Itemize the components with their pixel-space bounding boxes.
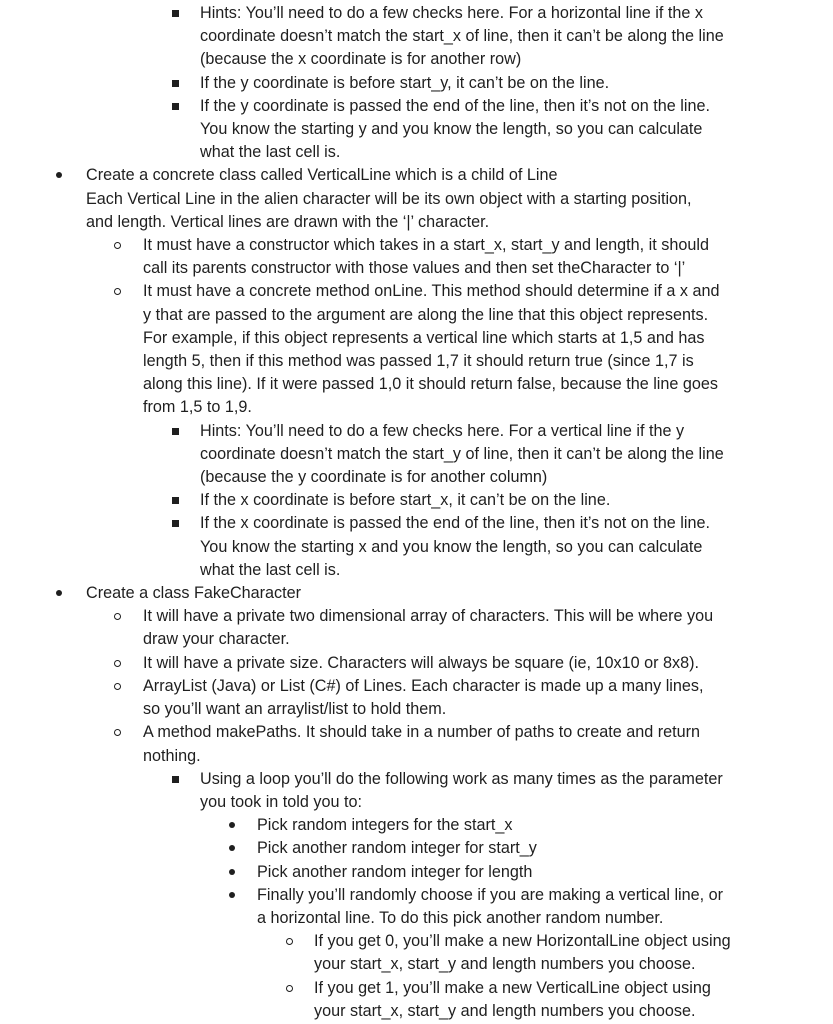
list-item-text-line: Each Vertical Line in the alien character will be its own object with a starting position, xyxy=(86,189,692,208)
list-item-text-line: (because the y coordinate is for another column) xyxy=(200,468,548,487)
bullet-icon xyxy=(114,605,122,628)
list-item xyxy=(0,884,833,930)
list-item-text-line: You know the starting y and you know the length, so you can calculate xyxy=(200,120,703,139)
list-item xyxy=(0,930,833,976)
list-item-text-line: Create a concrete class called VerticalLine which is a child of Line xyxy=(86,166,558,185)
bullet-icon xyxy=(55,164,63,187)
bullet-icon xyxy=(228,884,236,907)
list-item-text-line: ArrayList (Java) or List (C#) of Lines. Each character is made up a many lines, xyxy=(143,676,704,695)
bullet-icon xyxy=(55,582,63,605)
list-item-text-line: what the last cell is. xyxy=(200,143,341,162)
bullet-icon xyxy=(172,420,180,443)
list-item-text-line: a horizontal line. To do this pick another random number. xyxy=(257,908,664,927)
list-item-text-line: call its parents constructor with those values and then set theCharacter to ‘|’ xyxy=(143,259,686,278)
list-item xyxy=(0,95,833,165)
bullet-icon xyxy=(172,768,180,791)
list-item xyxy=(0,420,833,490)
list-item-text-line: It will have a private two dimensional array of characters. This will be where you xyxy=(143,607,714,626)
bullet-icon xyxy=(228,861,236,884)
list-item xyxy=(0,768,833,814)
bullet-icon xyxy=(172,2,180,25)
bullet-icon xyxy=(172,95,180,118)
list-item-text-line: Finally you’ll randomly choose if you are making a vertical line, or xyxy=(257,885,724,904)
bullet-icon xyxy=(114,234,122,257)
bullet-icon xyxy=(228,837,236,860)
list-item-text-line: y that are passed to the argument are along the line that this object represents. xyxy=(143,305,709,324)
list-item xyxy=(0,977,833,1023)
bullet-icon xyxy=(114,652,122,675)
list-item-text-line: Using a loop you’ll do the following work as many times as the parameter xyxy=(200,769,723,788)
list-item xyxy=(0,489,833,512)
bullet-icon xyxy=(114,675,122,698)
list-item-text-line: You know the starting x and you know the length, so you can calculate xyxy=(200,537,703,556)
list-item-text-line: from 1,5 to 1,9. xyxy=(143,398,252,417)
list-item-text-line: A method makePaths. It should take in a number of paths to create and return xyxy=(143,723,700,742)
list-item-text-line: coordinate doesn’t match the start_x of line, then it can’t be along the line xyxy=(200,27,724,46)
list-item xyxy=(0,652,833,675)
list-item-text-line: so you’ll want an arraylist/list to hold them. xyxy=(143,700,447,719)
list-item-text-line: Pick another random integer for start_y xyxy=(257,839,537,858)
list-item xyxy=(0,164,833,234)
bullet-icon xyxy=(286,930,294,953)
list-item-text-line: It will have a private size. Characters will always be square (ie, 10x10 or 8x8). xyxy=(143,653,700,672)
list-item-text-line: your start_x, start_y and length numbers you choose. xyxy=(314,1001,696,1020)
list-item xyxy=(0,675,833,721)
list-item xyxy=(0,861,833,884)
list-item-text-line: (because the x coordinate is for another row) xyxy=(200,50,522,69)
list-item-text-line: Hints: You’ll need to do a few checks here. For a horizontal line if the x xyxy=(200,4,703,22)
list-item-text-line: For example, if this object represents a vertical line which starts at 1,5 and has xyxy=(143,328,705,347)
list-item-text-line: If the x coordinate is before start_x, it can’t be on the line. xyxy=(200,491,611,510)
bullet-icon xyxy=(172,489,180,512)
list-item-text-line: It must have a concrete method onLine. This method should determine if a x and xyxy=(143,282,720,301)
list-item-text-line: If you get 1, you’ll make a new VerticalLine object using xyxy=(314,978,711,997)
bullet-icon xyxy=(228,814,236,837)
list-item-text-line: along this line). If it were passed 1,0 it should return false, because the line goes xyxy=(143,375,718,394)
list-item-text-line: nothing. xyxy=(143,746,201,765)
bullet-icon xyxy=(114,721,122,744)
bullet-icon xyxy=(286,977,294,1000)
list-item-text-line: draw your character. xyxy=(143,630,290,649)
list-item-text-line: coordinate doesn’t match the start_y of line, then it can’t be along the line xyxy=(200,444,724,463)
list-item xyxy=(0,837,833,860)
bullet-icon xyxy=(172,72,180,95)
list-item xyxy=(0,2,833,72)
list-item-text-line: your start_x, start_y and length numbers you choose. xyxy=(314,955,696,974)
list-item-text-line: what the last cell is. xyxy=(200,560,341,579)
list-item-text-line: If the x coordinate is passed the end of the line, then it’s not on the line. xyxy=(200,514,710,533)
list-item xyxy=(0,605,833,651)
list-item xyxy=(0,280,833,419)
list-item xyxy=(0,512,833,582)
list-item-text-line: you took in told you to: xyxy=(200,792,362,811)
list-item xyxy=(0,814,833,837)
list-item-text-line: Pick another random integer for length xyxy=(257,862,533,881)
bullet-icon xyxy=(172,512,180,535)
bullet-icon xyxy=(114,280,122,303)
list-item-text-line: Pick random integers for the start_x xyxy=(257,816,513,835)
list-item-text-line: Hints: You’ll need to do a few checks here. For a vertical line if the y xyxy=(200,421,685,440)
list-item-text-line: If the y coordinate is passed the end of the line, then it’s not on the line. xyxy=(200,96,710,115)
list-item-text-line: length 5, then if this method was passed 1,7 it should return true (since 1,7 is xyxy=(143,352,694,371)
list-item-text-line: It must have a constructor which takes in a start_x, start_y and length, it should xyxy=(143,236,709,255)
list-item xyxy=(0,234,833,280)
list-item-text-line: If you get 0, you’ll make a new HorizontalLine object using xyxy=(314,932,731,951)
list-item xyxy=(0,582,833,605)
list-item-text-line: and length. Vertical lines are drawn with the ‘|’ character. xyxy=(86,212,490,231)
list-item-text-line: Create a class FakeCharacter xyxy=(86,584,302,603)
list-item-text-line: If the y coordinate is before start_y, it can’t be on the line. xyxy=(200,73,610,92)
list-item xyxy=(0,72,833,95)
list-item xyxy=(0,721,833,767)
